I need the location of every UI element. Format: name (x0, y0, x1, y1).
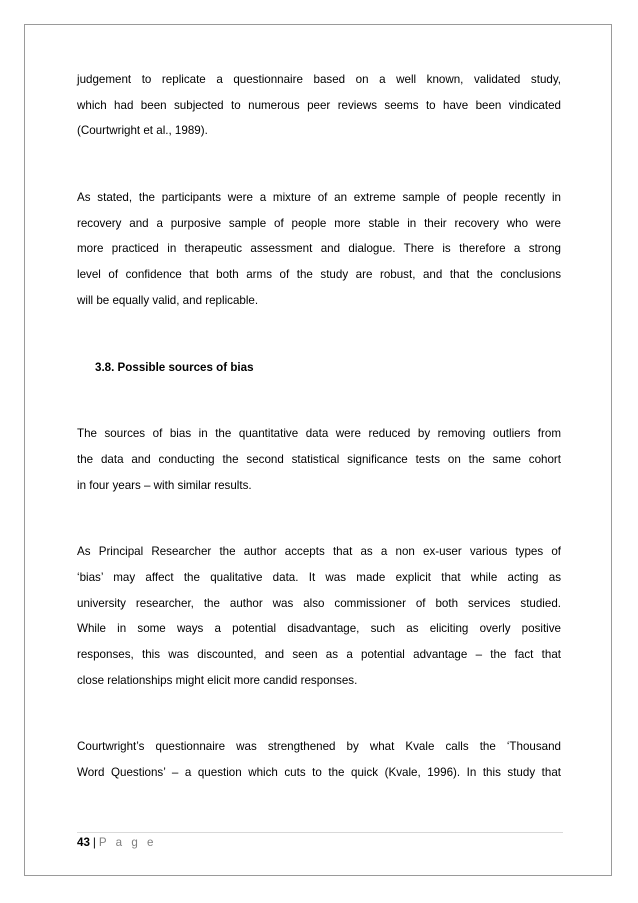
paragraph-5 (77, 734, 561, 785)
text-line: university researcher, the author was also commissioner of both services studied. (77, 596, 561, 610)
section-heading: 3.8. Possible sources of bias (95, 360, 254, 374)
text-line: which had been subjected to numerous peer reviews seems to have been vindicated (77, 98, 561, 112)
paragraph-1 (77, 67, 561, 144)
page-label: P a g e (98, 836, 157, 849)
text-line: level of confidence that both arms of the study are robust, and that the conclusions (77, 268, 561, 282)
text-line: While in some ways a potential disadvantage, such as eliciting overly positive (77, 622, 561, 636)
text-line: Word Questions’ – a question which cuts to the quick (Kvale, 1996). In this study that (77, 766, 561, 780)
text-line: Courtwright’s questionnaire was strengthened by what Kvale calls the ‘Thousand (77, 740, 561, 754)
text-line: close relationships might elicit more candid responses. (77, 673, 358, 687)
text-line: will be equally valid, and replicable. (77, 293, 259, 307)
text-line: (Courtwright et al., 1989). (77, 124, 208, 138)
paragraph-2 (77, 185, 561, 313)
text-line: judgement to replicate a questionnaire based on a well known, validated study, (77, 73, 561, 86)
page-footer (77, 836, 156, 850)
text-line: recovery and a purposive sample of people more stable in their recovery who were (77, 216, 561, 230)
text-line: As stated, the participants were a mixture of an extreme sample of people recently in (77, 191, 561, 205)
text-line: ‘bias’ may affect the qualitative data. It was made explicit that while acting as (77, 570, 561, 584)
footer-divider (77, 832, 563, 833)
text-line: the data and conducting the second statistical significance tests on the same cohort (77, 452, 561, 466)
page-number: 43 (77, 836, 90, 849)
paragraph-3 (77, 421, 561, 498)
footer-separator: | (92, 836, 96, 849)
paragraph-4 (77, 539, 561, 693)
text-line: more practiced in therapeutic assessment and dialogue. There is therefore a strong (77, 242, 561, 256)
text-line: The sources of bias in the quantitative data were reduced by removing outliers from (77, 427, 561, 441)
text-line: in four years – with similar results. (77, 478, 252, 492)
text-line: responses, this was discounted, and seen as a potential advantage – the fact that (77, 648, 561, 662)
document-body (77, 67, 561, 786)
text-line: As Principal Researcher the author accepts that as a non ex-user various types of (77, 545, 561, 559)
